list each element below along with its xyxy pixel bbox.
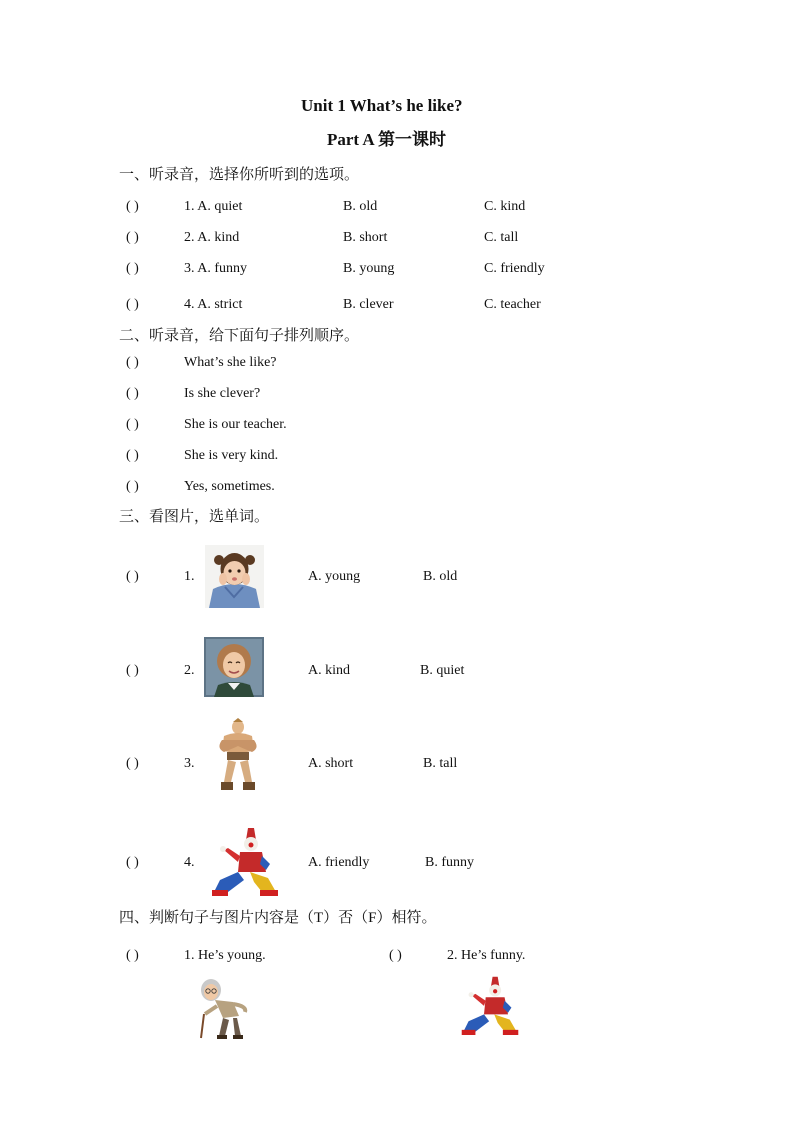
answer-blank[interactable]: ( ) bbox=[126, 448, 139, 463]
answer-blank[interactable]: ( ) bbox=[126, 297, 139, 312]
answer-blank[interactable]: ( ) bbox=[126, 386, 139, 401]
statement: 1. He’s young. bbox=[184, 948, 266, 963]
section-4-heading: 四、判断句子与图片内容是（T）否（F）相符。 bbox=[119, 910, 437, 926]
answer-blank[interactable]: ( ) bbox=[389, 948, 402, 963]
option-b: B. tall bbox=[423, 756, 458, 771]
strong-man-picture bbox=[214, 718, 262, 793]
sentence: Yes, sometimes. bbox=[184, 479, 275, 494]
sentence: She is our teacher. bbox=[184, 417, 287, 432]
option-a: 1. A. quiet bbox=[184, 199, 243, 214]
answer-blank[interactable]: ( ) bbox=[126, 663, 139, 678]
option-b: B. clever bbox=[343, 297, 394, 312]
clown-picture bbox=[210, 826, 280, 896]
option-a: 4. A. strict bbox=[184, 297, 243, 312]
answer-blank[interactable]: ( ) bbox=[126, 199, 139, 214]
answer-blank[interactable]: ( ) bbox=[126, 756, 139, 771]
option-b: B. old bbox=[343, 199, 378, 214]
option-c: C. teacher bbox=[484, 297, 541, 312]
answer-blank[interactable]: ( ) bbox=[126, 948, 139, 963]
page-subtitle: Part A 第一课时 bbox=[327, 130, 446, 149]
option-c: C. kind bbox=[484, 199, 526, 214]
answer-blank[interactable]: ( ) bbox=[126, 855, 139, 870]
statement: 2. He’s funny. bbox=[447, 948, 526, 963]
item-number: 4. bbox=[184, 855, 195, 870]
item-number: 1. bbox=[184, 569, 195, 584]
sentence: Is she clever? bbox=[184, 386, 261, 401]
item-number: 3. bbox=[184, 756, 195, 771]
sentence: What’s she like? bbox=[184, 355, 277, 370]
option-c: C. tall bbox=[484, 230, 519, 245]
clown-picture bbox=[460, 972, 520, 1038]
girl-picture bbox=[205, 545, 264, 608]
option-a: A. young bbox=[308, 569, 361, 584]
woman-picture bbox=[204, 637, 264, 697]
answer-blank[interactable]: ( ) bbox=[126, 355, 139, 370]
page-title: Unit 1 What’s he like? bbox=[301, 96, 463, 115]
sentence: She is very kind. bbox=[184, 448, 279, 463]
option-a: 2. A. kind bbox=[184, 230, 240, 245]
option-a: A. short bbox=[308, 756, 354, 771]
option-b: B. short bbox=[343, 230, 388, 245]
option-a: 3. A. funny bbox=[184, 261, 247, 276]
answer-blank[interactable]: ( ) bbox=[126, 230, 139, 245]
option-b: B. quiet bbox=[420, 663, 465, 678]
option-a: A. kind bbox=[308, 663, 350, 678]
item-number: 2. bbox=[184, 663, 195, 678]
option-b: B. young bbox=[343, 261, 395, 276]
answer-blank[interactable]: ( ) bbox=[126, 569, 139, 584]
option-a: A. friendly bbox=[308, 855, 370, 870]
option-b: B. old bbox=[423, 569, 458, 584]
answer-blank[interactable]: ( ) bbox=[126, 417, 139, 432]
answer-blank[interactable]: ( ) bbox=[126, 479, 139, 494]
section-1-heading: 一、听录音，选择你所听到的选项。 bbox=[119, 167, 360, 183]
option-c: C. friendly bbox=[484, 261, 545, 276]
section-2-heading: 二、听录音，给下面句子排列顺序。 bbox=[119, 328, 360, 344]
section-3-heading: 三、看图片，选单词。 bbox=[119, 509, 270, 525]
option-b: B. funny bbox=[425, 855, 474, 870]
answer-blank[interactable]: ( ) bbox=[126, 261, 139, 276]
old-man-picture bbox=[193, 976, 249, 1040]
